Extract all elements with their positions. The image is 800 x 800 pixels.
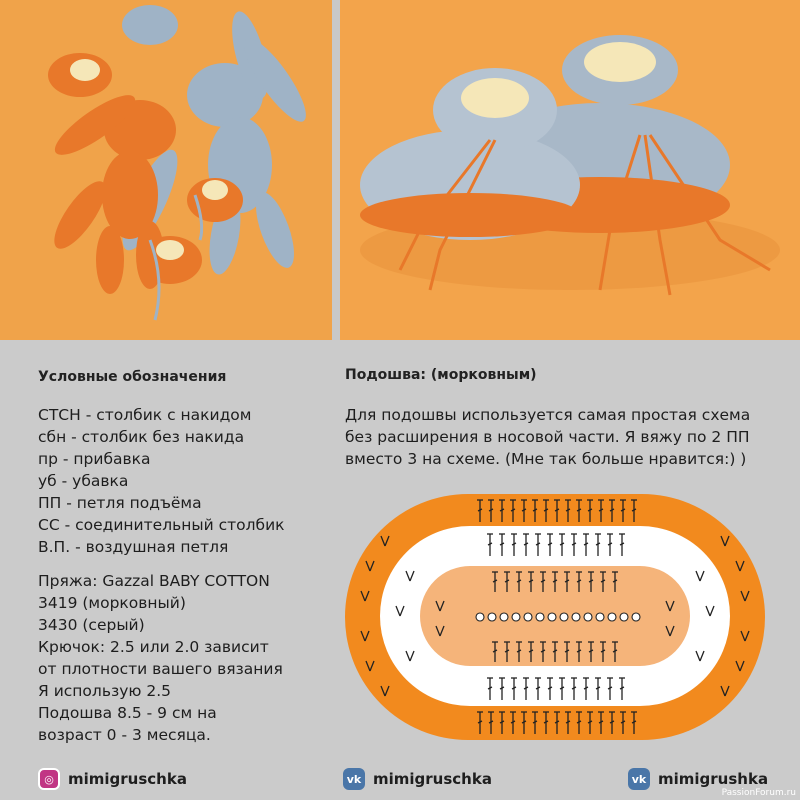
booties-illustration <box>340 0 800 340</box>
vk-handle-1[interactable] <box>343 768 492 790</box>
chain-stitch <box>500 613 508 621</box>
yarn-info <box>38 570 283 746</box>
yarn-line: Крючок: 2.5 или 2.0 зависит <box>38 638 269 656</box>
legend-item: сбн - столбик без накида <box>38 428 245 446</box>
instagram-username: mimigruschka <box>68 770 187 788</box>
legend-item: уб - убавка <box>38 472 129 490</box>
vk-handle-2[interactable] <box>628 768 768 790</box>
toys-photo <box>0 0 332 340</box>
legend-title: Условные обозначения <box>38 369 227 385</box>
chain-stitch <box>584 613 592 621</box>
chain-stitch <box>572 613 580 621</box>
vk-username-1: mimigruschka <box>373 770 492 788</box>
legend-item: ПП - петля подъёма <box>38 494 202 512</box>
legend-list <box>38 404 285 558</box>
legend-item: СС - соединительный столбик <box>38 516 285 534</box>
sole-line: вместо 3 на схеме. (Мне так больше нравится:) ) <box>345 450 747 468</box>
yarn-line: 3419 (морковный) <box>38 594 186 612</box>
chain-stitch <box>560 613 568 621</box>
yarn-line: 3430 (серый) <box>38 616 145 634</box>
vk-username-2: mimigrushka <box>658 770 769 788</box>
chain-stitch <box>620 613 628 621</box>
chain-stitch <box>632 613 640 621</box>
legend-item: СТСН - столбик с накидом <box>38 406 252 424</box>
vk-icon: vk <box>343 768 365 790</box>
chain-stitch <box>536 613 544 621</box>
chain-stitch <box>488 613 496 621</box>
yarn-line: возраст 0 - 3 месяца. <box>38 726 211 744</box>
sole-crochet-diagram <box>340 486 780 752</box>
chain-stitch <box>608 613 616 621</box>
legend-item: В.П. - воздушная петля <box>38 538 229 556</box>
yarn-line: Подошва 8.5 - 9 см на <box>38 704 217 722</box>
sole-diagram-svg <box>340 486 780 748</box>
toys-illustration <box>0 0 332 340</box>
bootie-2 <box>122 5 178 45</box>
sole-line: без расширения в носовой части. Я вяжу по 2 ПП <box>345 428 750 446</box>
chain-stitch <box>524 613 532 621</box>
sole-description <box>345 404 785 470</box>
sole-title: Подошва: (морковным) <box>345 367 537 383</box>
chain-stitch <box>548 613 556 621</box>
vk-icon: vk <box>628 768 650 790</box>
yarn-line: Пряжа: Gazzal BABY COTTON <box>38 572 270 590</box>
sole-line: Для подошвы используется самая простая схема <box>345 406 751 424</box>
watermark: PassionForum.ru <box>721 788 796 798</box>
chain-stitch <box>512 613 520 621</box>
booties-photo <box>340 0 800 340</box>
instagram-icon: ◎ <box>38 768 60 790</box>
yarn-line: от плотности вашего вязания <box>38 660 283 678</box>
chain-stitch <box>596 613 604 621</box>
instagram-handle[interactable] <box>38 768 187 790</box>
chain-stitch <box>476 613 484 621</box>
yarn-line: Я использую 2.5 <box>38 682 171 700</box>
legend-item: пр - прибавка <box>38 450 151 468</box>
